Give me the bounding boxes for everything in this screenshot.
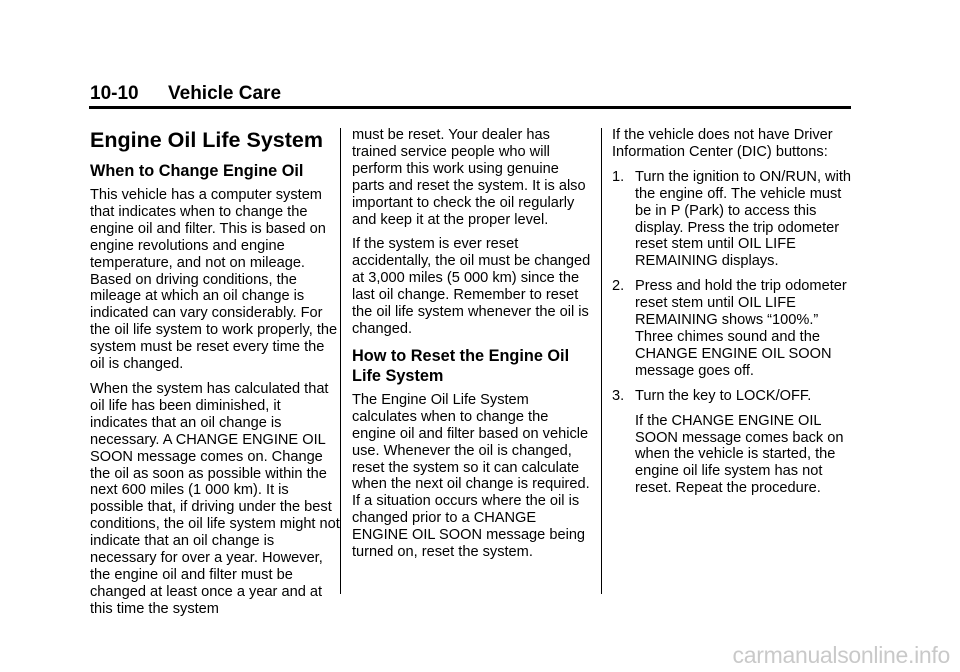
paragraph: must be reset. Your dealer has trained service people who will perform this work using genuine parts and reset the system. It is also important to check the oil regularly and keep it at the proper level. [352,127,586,228]
paragraph: When the system has calculated that oil life has been diminished, it indicates that an oil change is necessary. A CHANGE ENGINE OIL SOON message comes on. Change the oil as soon as possible within the next 600 miles (1 000 km). It is possible that, if driving under the best conditions, the oil life system might not indicate that an oil change is necessary for over a year. However, the engine oil and filter must be changed at least once a year and at this time the system [90,380,340,617]
step-text: Turn the key to LOCK/OFF. [635,387,812,404]
step-number: 2. [612,278,625,295]
step-number: 1. [612,168,625,185]
column-2 [352,127,592,569]
section-title: Engine Oil Life System [90,128,323,152]
paragraph: If the vehicle does not have Driver Information Center (DIC) buttons: [612,127,833,160]
step-text: Press and hold the trip odometer reset stem until OIL LIFE REMAINING shows “100%.” Three chimes sound and the CHANGE ENGINE OIL SOON message goes off. [635,278,847,379]
subsection-title-when-to-change: When to Change Engine Oil [90,162,304,180]
step-item [612,169,860,270]
step-note: If the CHANGE ENGINE OIL SOON message comes back on when the vehicle is started, the engine oil life system has not reset. Repeat the procedure. [635,412,844,497]
column-1 [90,127,340,626]
step-text: Turn the ignition to ON/RUN, with the engine off. The vehicle must be in P (Park) to access this display. Press the trip odometer reset stem until OIL LIFE REMAINING displays. [635,168,852,270]
watermark: carmanualsonline.info [732,642,950,668]
paragraph: If the system is ever reset accidentally, the oil must be changed at 3,000 miles (5 000 km) since the last oil change. Remember to reset the oil life system whenever the oil is changed. [352,236,591,337]
paragraph: The Engine Oil Life System calculates when to change the engine oil and filter based on vehicle use. Whenever the oil is changed, reset the system so it can calculate when the next oil change is required. If a situation occurs where the oil is changed prior to a CHANGE ENGINE OIL SOON message being turned on, reset the system. [352,391,590,561]
column-divider [601,128,602,594]
step-item [612,388,860,405]
page-header [90,83,281,105]
reset-steps-list [612,169,860,405]
subsection-title-how-to-reset: How to Reset the Engine Oil Life System [352,346,570,385]
chapter-title: Vehicle Care [168,83,282,104]
paragraph: This vehicle has a computer system that indicates when to change the engine oil and filter. This is based on engine revolutions and engine temperature, and not on mileage. Based on driving conditions, the mileage at which an oil change is indicated can vary considerably. For the oil life system to work properly, the system must be reset every time the oil is changed. [90,187,338,373]
step-number: 3. [612,387,625,404]
page-number: 10-10 [90,83,139,104]
step-item [612,278,860,379]
column-3 [612,127,860,497]
header-rule [89,106,851,109]
column-divider [340,128,341,594]
